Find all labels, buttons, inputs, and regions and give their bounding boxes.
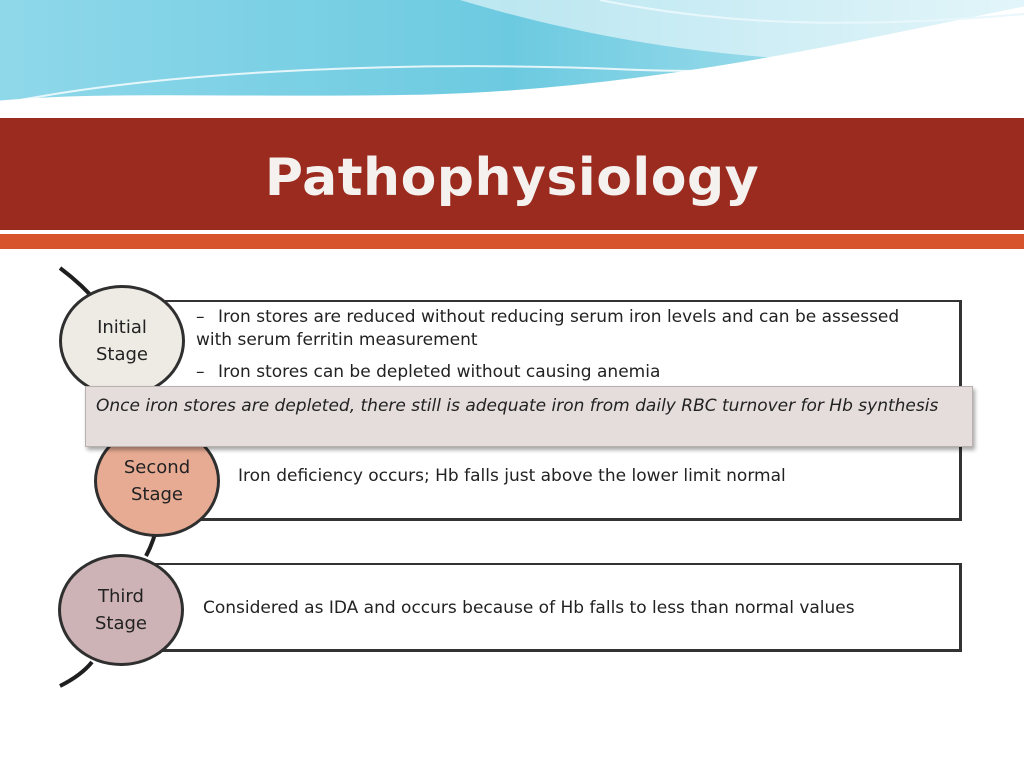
third-stage-circle: Third Stage [58, 554, 184, 666]
slide-title: Pathophysiology [264, 148, 760, 208]
iron-depletion-callout: Once iron stores are depleted, there still is adequate iron from daily RBC turnover for Hb synthesis [85, 386, 973, 447]
second-stage-description: Iron deficiency occurs; Hb falls just above the lower limit normal [238, 466, 786, 486]
initial-stage-circle: Initial Stage [59, 285, 185, 397]
initial-stage-bullet [196, 306, 926, 352]
bullet-dash: – [196, 362, 205, 382]
bullet-text: Iron stores are reduced without reducing serum iron levels and can be assessed with serum ferritin measurement [196, 307, 900, 350]
initial-stage-bullet [196, 361, 926, 384]
second-stage-circle: Second Stage [94, 425, 220, 537]
third-stage-description: Considered as IDA and occurs because of Hb falls to less than normal values [203, 598, 855, 618]
bullet-dash: – [196, 307, 205, 327]
bullet-text: Iron stores can be depleted without causing anemia [218, 362, 661, 382]
